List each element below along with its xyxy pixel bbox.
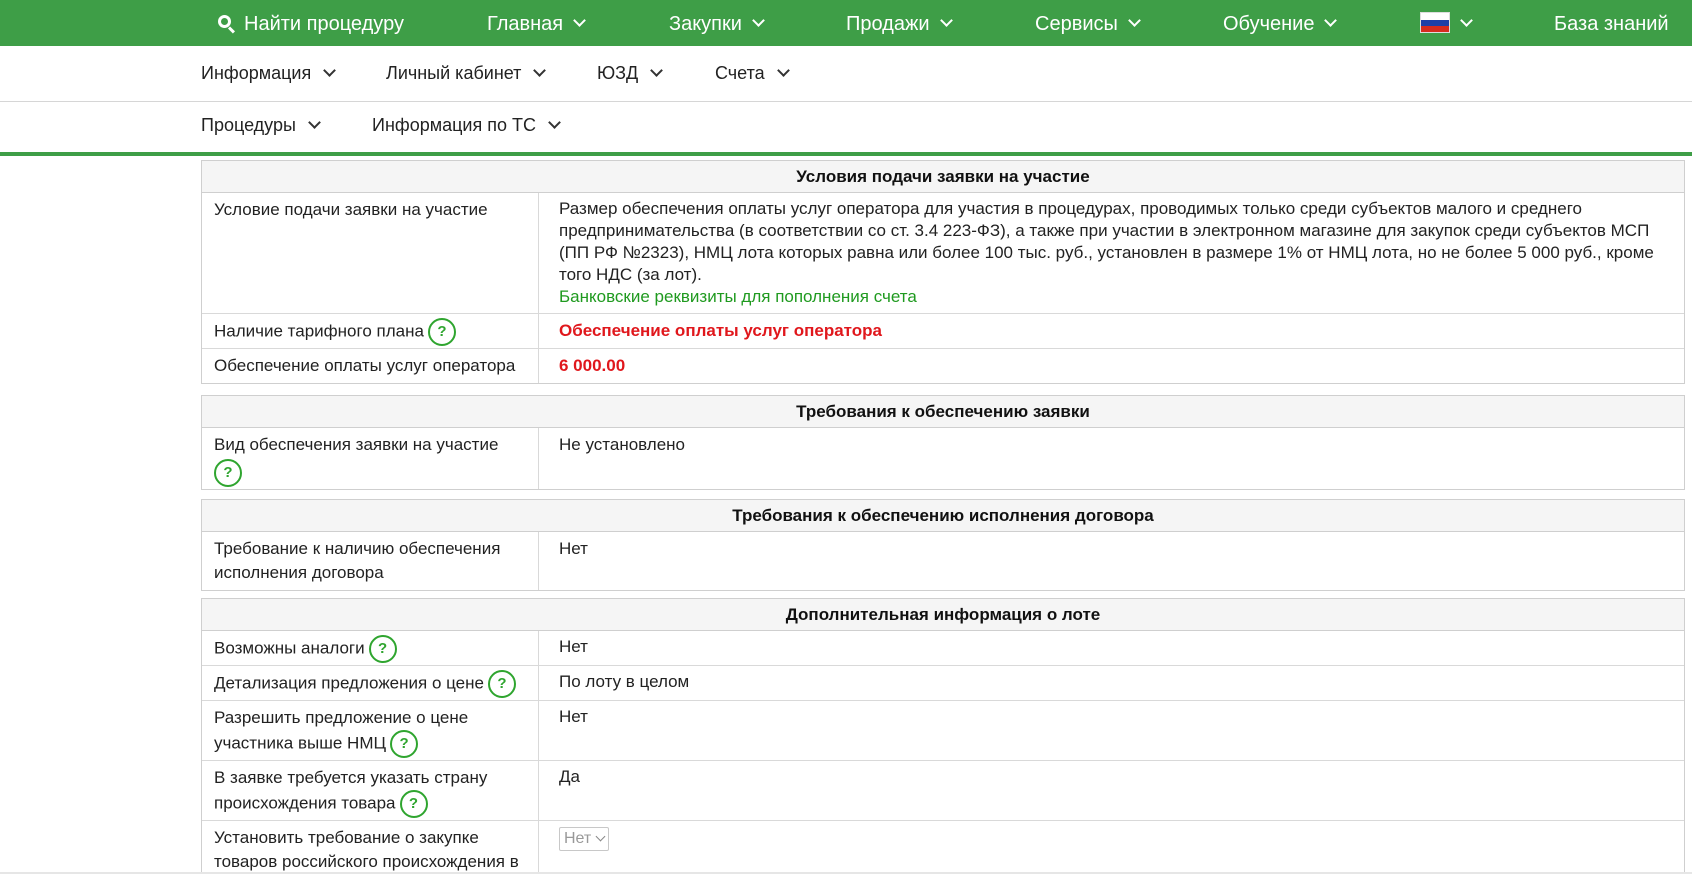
row-label-text: Детализация предложения о цене xyxy=(214,673,484,693)
find-procedure-button[interactable] xyxy=(218,0,404,46)
section-title: Условия подачи заявки на участие xyxy=(202,161,1684,193)
chevron-down-icon xyxy=(596,832,606,842)
help-icon[interactable]: ? xyxy=(488,670,516,698)
nav-education-label: Обучение xyxy=(1223,13,1315,35)
chevron-down-icon xyxy=(323,64,336,77)
nav-sales[interactable] xyxy=(846,0,951,46)
row-label xyxy=(202,631,539,665)
knowledge-base-link[interactable] xyxy=(1554,0,1669,46)
row-label-text: В заявке требуется указать страну происхождения товара xyxy=(214,768,488,813)
subnav-primary xyxy=(0,46,1692,102)
row-label xyxy=(202,761,539,820)
section-submission-conditions xyxy=(201,160,1685,384)
chevron-down-icon xyxy=(534,64,547,77)
help-icon[interactable]: ? xyxy=(400,790,428,818)
subnav-yuzd-label: ЮЗД xyxy=(597,63,639,83)
row-value: Не установлено xyxy=(559,435,686,454)
table-row xyxy=(202,631,1684,666)
table-row xyxy=(202,193,1684,314)
table-row xyxy=(202,532,1684,590)
section-additional-info xyxy=(201,598,1685,874)
nav-main[interactable] xyxy=(487,0,584,46)
nav-services[interactable] xyxy=(1035,0,1139,46)
row-label-text: Вид обеспечения заявки на участие xyxy=(214,435,499,454)
help-icon[interactable]: ? xyxy=(428,318,456,346)
chevron-down-icon xyxy=(777,64,790,77)
section-bid-security xyxy=(201,395,1685,490)
chevron-down-icon xyxy=(1325,14,1338,27)
row-label xyxy=(202,314,539,348)
table-row xyxy=(202,761,1684,821)
table-row xyxy=(202,666,1684,701)
search-icon xyxy=(218,15,234,31)
bank-details-link[interactable]: Банковские реквизиты для пополнения счета xyxy=(559,287,917,306)
russian-goods-select[interactable] xyxy=(559,827,609,851)
row-label: Установить требование о закупке товаров российского происхождения в xyxy=(202,821,539,874)
section-contract-security xyxy=(201,499,1685,591)
chevron-down-icon xyxy=(308,116,321,129)
table-row xyxy=(202,349,1684,383)
section-title: Требования к обеспечению исполнения договора xyxy=(202,500,1684,532)
table-row xyxy=(202,428,1684,489)
section-title: Требования к обеспечению заявки xyxy=(202,396,1684,428)
operator-fee-amount: 6 000.00 xyxy=(559,356,626,375)
row-label xyxy=(202,701,539,760)
table-row xyxy=(202,314,1684,349)
language-selector[interactable] xyxy=(1420,0,1471,46)
nav-main-label: Главная xyxy=(487,13,564,35)
row-value: Да xyxy=(559,767,580,786)
subnav-accounts[interactable] xyxy=(715,63,788,84)
find-procedure-label: Найти процедуру xyxy=(244,13,404,35)
subnav-personal-cabinet[interactable] xyxy=(386,63,544,84)
russia-flag-icon xyxy=(1420,12,1450,33)
subnav-procedures[interactable] xyxy=(201,115,319,136)
row-label xyxy=(202,428,539,489)
chevron-down-icon xyxy=(940,14,953,27)
row-value: Нет xyxy=(559,539,588,558)
row-label: Условие подачи заявки на участие xyxy=(202,193,539,313)
help-icon[interactable]: ? xyxy=(390,730,418,758)
nav-services-label: Сервисы xyxy=(1035,13,1118,35)
row-value xyxy=(539,193,1684,313)
row-label-text: Возможны аналоги xyxy=(214,638,365,658)
subnav-secondary xyxy=(0,102,1692,152)
subnav-information-label: Информация xyxy=(201,63,312,83)
nav-education[interactable] xyxy=(1223,0,1335,46)
table-row xyxy=(202,701,1684,761)
help-icon[interactable]: ? xyxy=(369,635,397,663)
row-value: Нет xyxy=(559,707,588,726)
chevron-down-icon xyxy=(1460,14,1473,27)
subnav-procedures-label: Процедуры xyxy=(201,115,296,135)
section-title: Дополнительная информация о лоте xyxy=(202,599,1684,631)
chevron-down-icon xyxy=(1128,14,1141,27)
top-navbar xyxy=(0,0,1692,46)
subnav-ts-information-label: Информация по ТС xyxy=(372,115,536,135)
row-label: Требование к наличию обеспечения исполнения договора xyxy=(202,532,539,590)
tariff-plan-value: Обеспечение оплаты услуг оператора xyxy=(559,321,882,340)
row-label-text: Разрешить предложение о цене участника выше НМЦ xyxy=(214,708,469,753)
select-value: Нет xyxy=(564,830,592,847)
subnav-personal-cabinet-label: Личный кабинет xyxy=(386,63,522,83)
row-label-text: Наличие тарифного плана xyxy=(214,321,424,341)
conditions-text: Размер обеспечения оплаты услуг оператора для участия в процедурах, проводимых только среди субъектов малого и среднего предпринимательства (в соответствии со ст. 3.4 223-ФЗ), а также при участии в электронном магазине для закупок среди субъектов МСП (ПП РФ №2323), НМЦ лота которых равна или более 100 тыс. руб., установлен в размере 1% от НМЦ лота, но не более 5 000 руб., кроме того НДС (за лот). xyxy=(559,199,1654,284)
help-icon[interactable]: ? xyxy=(214,459,242,487)
chevron-down-icon xyxy=(548,116,561,129)
subnav-yuzd[interactable] xyxy=(597,63,661,84)
chevron-down-icon xyxy=(752,14,765,27)
knowledge-base-label: База знаний xyxy=(1554,13,1669,35)
chevron-down-icon xyxy=(573,14,586,27)
row-value xyxy=(539,821,1684,874)
subnav-accounts-label: Счета xyxy=(715,63,765,83)
nav-sales-label: Продажи xyxy=(846,13,930,35)
nav-purchases[interactable] xyxy=(669,0,763,46)
row-value: По лоту в целом xyxy=(559,672,690,691)
subnav-ts-information[interactable] xyxy=(372,115,559,136)
nav-divider xyxy=(0,152,1692,156)
row-label xyxy=(202,666,539,700)
chevron-down-icon xyxy=(650,64,663,77)
nav-purchases-label: Закупки xyxy=(669,13,742,35)
subnav-information[interactable] xyxy=(201,63,334,84)
row-label: Обеспечение оплаты услуг оператора xyxy=(202,349,539,383)
row-value: Нет xyxy=(559,637,588,656)
table-row xyxy=(202,821,1684,874)
